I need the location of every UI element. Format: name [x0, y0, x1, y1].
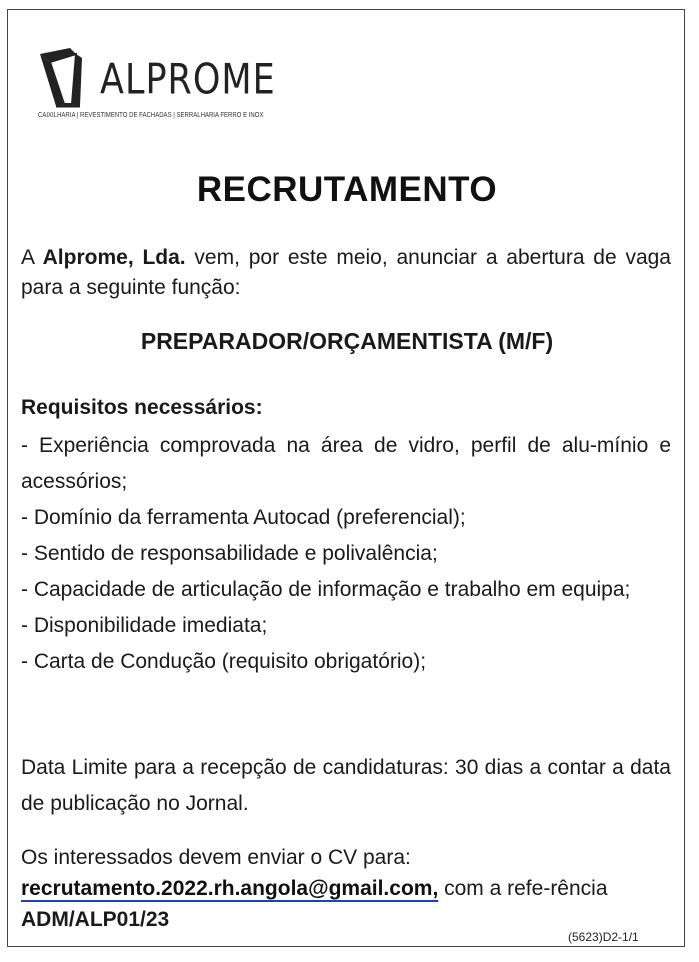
requirement-item: - Experiência comprovada na área de vidro, perfil de alu-mínio e acessórios; [21, 434, 671, 493]
email-link[interactable]: recrutamento.2022.rh.angola@gmail.com, [21, 877, 439, 900]
publication-code: (5623)D2-1/1 [568, 930, 639, 944]
requirements-heading: Requisitos necessários: [21, 396, 263, 419]
page-title: RECRUTAMENTO [196, 170, 498, 209]
logo-mark-icon [36, 46, 96, 110]
contact-paragraph [21, 842, 671, 935]
deadline-paragraph: Data Limite para a recepção de candidaturas: 30 dias a contar a data de publicação no Jornal. [21, 756, 671, 815]
logo-tagline: CAIXILHARIA | REVESTIMENTO DE FACHADAS | SERRALHARIA FERRO E INOX [38, 112, 264, 119]
intro-text: vem, por este meio, anunciar a abertura de vaga para a seguinte função: [21, 246, 671, 299]
logo-wordmark: ALPROME [100, 56, 276, 105]
requirement-item: - Domínio da ferramenta Autocad (preferencial); [21, 506, 466, 529]
contact-line [21, 873, 671, 935]
reference-code: ADM/ALP01/23 [21, 908, 170, 931]
contact-lead: Os interessados devem enviar o CV para: [21, 846, 411, 869]
job-role-title: PREPARADOR/ORÇAMENTISTA (M/F) [140, 328, 554, 354]
company-name: Alprome, Lda. [42, 246, 186, 269]
requirement-item: - Carta de Condução (requisito obrigatório); [21, 650, 427, 673]
intro-prefix: A [21, 246, 43, 269]
advert-frame [7, 9, 685, 947]
requirement-item: - Capacidade de articulação de informação e trabalho em equipa; [21, 578, 631, 601]
requirement-item: - Sentido de responsabilidade e polivalência; [21, 542, 438, 565]
requirement-item: - Disponibilidade imediata; [21, 614, 268, 637]
contact-mid: com a refe-rência [438, 877, 608, 900]
requirements-list [21, 428, 671, 680]
company-logo [30, 36, 390, 126]
intro-paragraph [21, 243, 671, 303]
